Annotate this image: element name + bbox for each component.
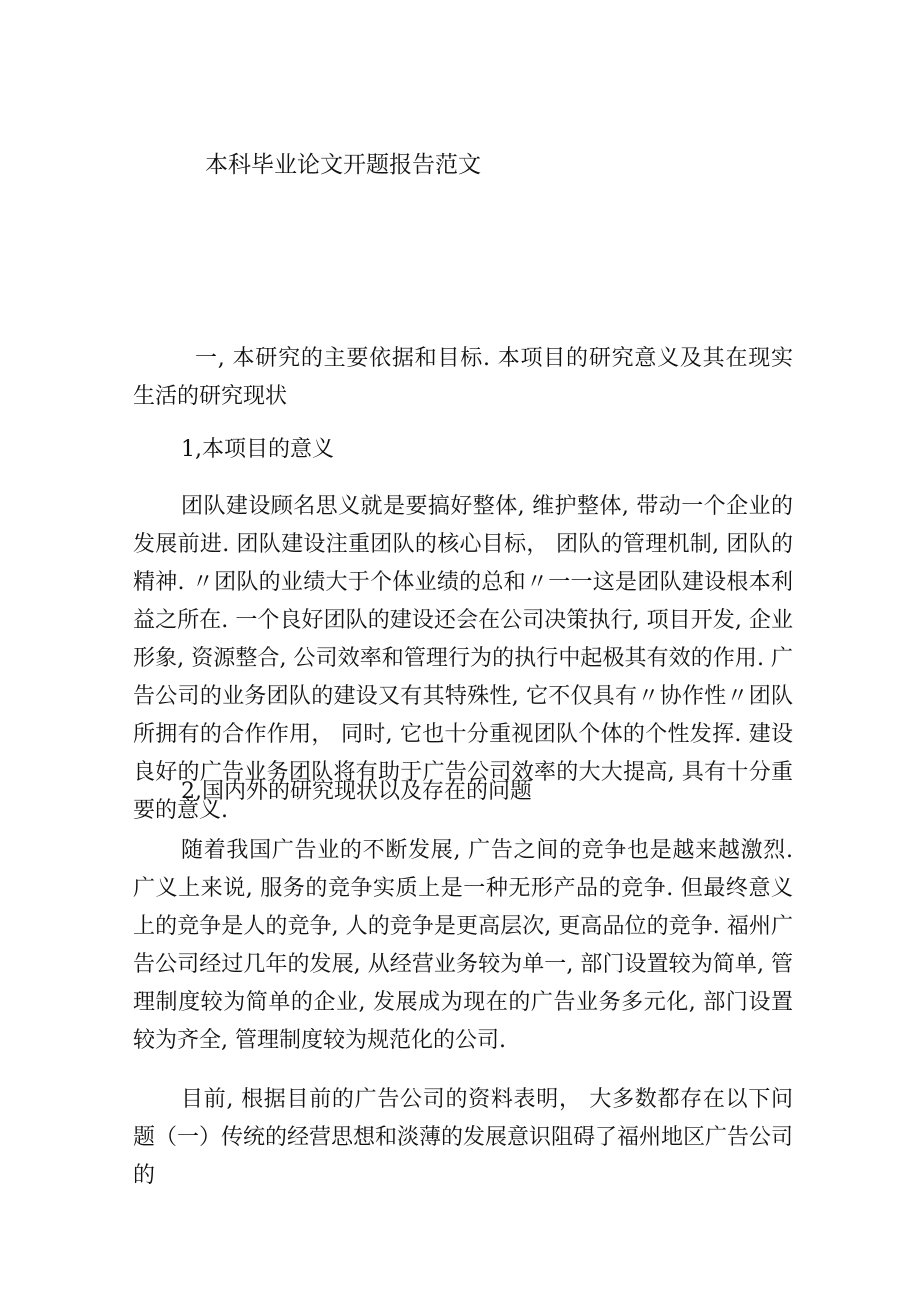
document-title: 本科毕业论文开题报告范文 [205,152,481,178]
paragraph-significance: 团队建设顾名思义就是要搞好整体, 维护整体, 带动一个企业的发展前进. 团队建设注重团队的核心目标， 团队的管理机制, 团队的精神. 〃团队的业绩大于个体业绩的总和〃一一这是团队建设根本利益之所在. 一个良好团队的建设还会在公司决策执行, 项目开发, 企业形象, 资源整合, 公司效率和管理行为的执行中起极其有效的作用. 广告公司的业务团队的建设又有其特殊性, 它不仅具有〃协作性〃团队所拥有的合作作用， 同时, 它也十分重视团队个体的个性发挥. 建设良好的广告业务团队将有助于广告公司效率的大大提高, 具有十分重要的意义. [133,494,793,823]
subsection-heading-1: 1,本项目的意义 [181,437,334,462]
paragraph-research-status: 随着我国广告业的不断发展, 广告之间的竞争也是越来越激烈. 广义上来说, 服务的竞争实质上是一种无形产品的竞争. 但最终意义上的竞争是人的竞争, 人的竞争是更高层次, 更高品位的竞争. 福州广告公司经过几年的发展, 从经营业务较为单一, 部门设置较为简单, 管理制度较为简单的企业, 发展成为现在的广告业务多元化, 部门设置较为齐全, 管理制度较为规范化的公司. [133,838,793,1053]
subsection-heading-2: 2,国内外的研究现状以及存在的问题 [181,779,532,804]
paragraph-problems: 目前, 根据目前的广告公司的资料表明， 大多数都存在以下问题（一）传统的经营思想和淡薄的发展意识阻碍了福州地区广告公司的 [133,1087,794,1188]
section-heading: 一, 本研究的主要依据和目标. 本项目的研究意义及其在现实生活的研究现状 [133,346,793,409]
